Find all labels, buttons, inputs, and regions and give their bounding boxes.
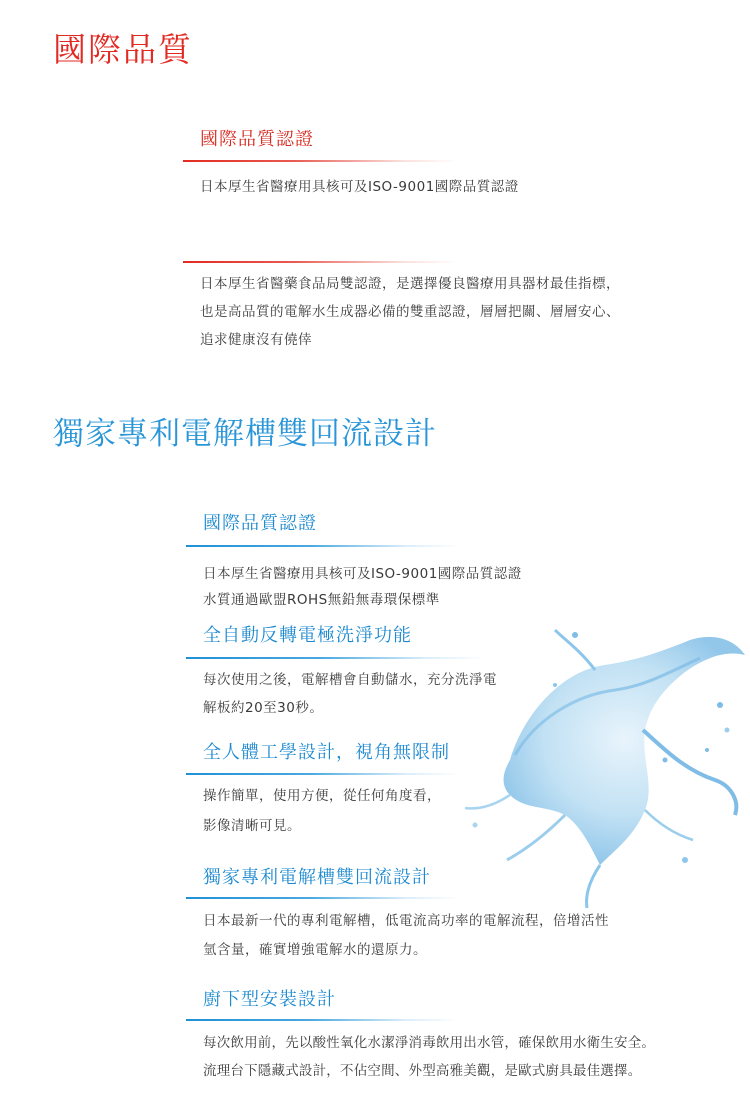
feature-heading: 廚下型安裝設計 [203, 989, 336, 1010]
feature-divider [186, 657, 486, 659]
feature-divider [186, 897, 461, 899]
block-text: 日本厚生省醫療用具核可及ISO-9001國際品質認證 [200, 179, 519, 195]
section-title-patent-design: 獨家專利電解槽雙回流設計 [53, 416, 437, 452]
water-splash-image [415, 610, 750, 910]
feature-text-line: 影像清晰可見。 [203, 818, 301, 834]
heading-divider [183, 160, 458, 162]
feature-text-line: 解板約20至30秒。 [203, 700, 324, 716]
feature-text-line: 日本最新一代的專利電解槽，低電流高功率的電解流程，倍增活性 [203, 913, 609, 929]
feature-text-line: 每次飲用前，先以酸性氧化水潔淨消毒飲用出水管，確保飲用水衛生安全。 [203, 1035, 656, 1051]
feature-heading: 獨家專利電解槽雙回流設計 [203, 867, 431, 888]
block-divider [183, 261, 458, 263]
block-text-line: 追求健康沒有僥倖 [200, 332, 312, 348]
feature-divider [186, 773, 461, 775]
feature-text-line: 氫含量，確實增強電解水的還原力。 [203, 942, 427, 958]
feature-divider [186, 1019, 461, 1021]
feature-text-line: 操作簡單，使用方便，從任何角度看， [203, 788, 441, 804]
feature-heading: 國際品質認證 [203, 513, 317, 534]
block-text-line: 也是高品質的電解水生成器必備的雙重認證，層層把關、層層安心、 [200, 304, 620, 320]
feature-text-line: 每次使用之後，電解槽會自動儲水，充分洗淨電 [203, 672, 497, 688]
block-text-line: 日本厚生省醫藥食品局雙認證，是選擇優良醫療用具器材最佳指標， [200, 276, 620, 292]
section-title-international-quality: 國際品質 [53, 30, 193, 69]
feature-text-line: 日本厚生省醫療用具核可及ISO-9001國際品質認證 [203, 566, 522, 582]
block-heading-quality-cert: 國際品質認證 [200, 129, 314, 150]
feature-text-line: 流理台下隱藏式設計，不佔空間、外型高雅美觀，是歐式廚具最佳選擇。 [203, 1063, 642, 1079]
feature-heading: 全人體工學設計，視角無限制 [203, 742, 450, 763]
feature-heading: 全自動反轉電極洗淨功能 [203, 625, 412, 646]
feature-divider [186, 545, 461, 547]
feature-text-line: 水質通過歐盟ROHS無鉛無毒環保標準 [203, 592, 440, 608]
